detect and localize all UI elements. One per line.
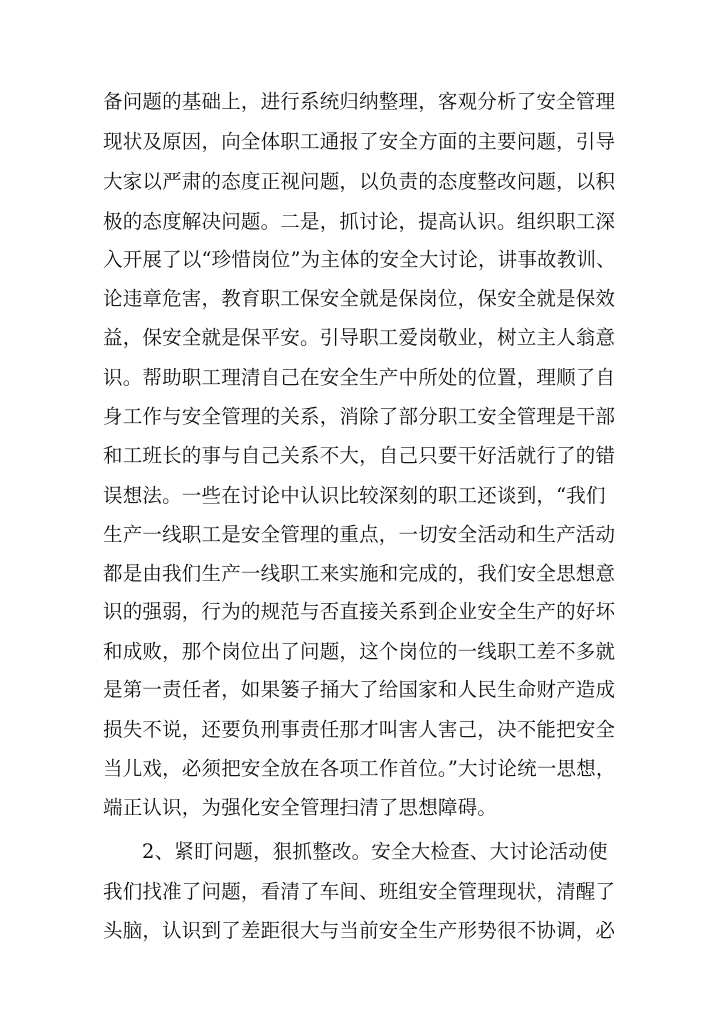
text-line: 大家以严肃的态度正视问题，以负责的态度整改问题，以积 bbox=[103, 170, 616, 193]
text-line: 头脑，认识到了差距很大与当前安全生产形势很不协调，必 bbox=[103, 919, 616, 942]
text-line: 我们找准了问题，看清了车间、班组安全管理现状，清醒了 bbox=[103, 880, 616, 903]
text-line: 身工作与安全管理的关系，消除了部分职工安全管理是干部 bbox=[103, 405, 616, 428]
text-line: 入开展了以“珍惜岗位”为主体的安全大讨论，讲事故教训、 bbox=[103, 248, 616, 271]
text-line: 是第一责任者，如果篓子捅大了给国家和人民生命财产造成 bbox=[103, 678, 616, 701]
text-line: 都是由我们生产一线职工来实施和完成的，我们安全思想意 bbox=[103, 562, 616, 585]
text-line: 当儿戏，必须把安全放在各项工作首位。”大讨论统一思想， bbox=[103, 757, 616, 780]
text-line: 极的态度解决问题。二是，抓讨论，提高认识。组织职工深 bbox=[103, 210, 616, 233]
text-line: 端正认识，为强化安全管理扫清了思想障碍。 bbox=[103, 796, 498, 819]
paragraph-start-line: 2、紧盯问题，狠抓整改。安全大检查、大讨论活动使 bbox=[142, 840, 608, 863]
text-line: 误想法。一些在讨论中认识比较深刻的职工还谈到，“我们 bbox=[103, 484, 606, 507]
text-line: 备问题的基础上，进行系统归纳整理，客观分析了安全管理 bbox=[103, 90, 616, 113]
text-line: 现状及原因，向全体职工通报了安全方面的主要问题，引导 bbox=[103, 130, 616, 153]
text-line: 生产一线职工是安全管理的重点，一切安全活动和生产活动 bbox=[103, 523, 616, 546]
text-line: 损失不说，还要负刑事责任那才叫害人害己，决不能把安全 bbox=[103, 718, 616, 741]
text-line: 论违章危害，教育职工保安全就是保岗位，保安全就是保效 bbox=[103, 287, 616, 310]
text-line: 识的强弱，行为的规范与否直接关系到企业安全生产的好坏 bbox=[103, 600, 616, 623]
text-line: 和工班长的事与自己关系不大，自己只要干好活就行了的错 bbox=[103, 444, 616, 467]
text-line: 和成败，那个岗位出了问题，这个岗位的一线职工差不多就 bbox=[103, 640, 616, 663]
text-line: 益，保安全就是保平安。引导职工爱岗敬业，树立主人翁意 bbox=[103, 326, 616, 349]
text-line: 识。帮助职工理清自己在安全生产中所处的位置，理顺了自 bbox=[103, 366, 616, 389]
